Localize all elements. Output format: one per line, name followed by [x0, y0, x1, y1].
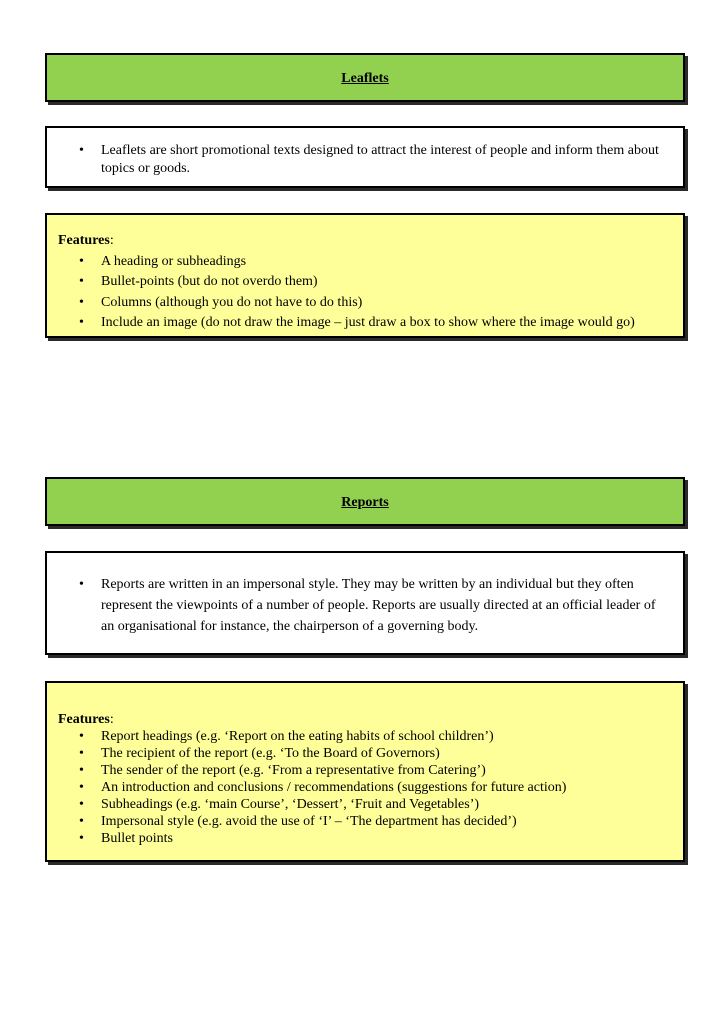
reports-intro-list — [47, 574, 683, 637]
feature-text: Include an image (do not draw the image – just draw a box to show where the image would go) — [101, 315, 635, 330]
leaflets-features-heading — [58, 231, 683, 252]
bullet-icon: • — [79, 746, 84, 761]
feature-text: Impersonal style (e.g. avoid the use of ‘I’ – ‘The department has decided’) — [101, 814, 517, 829]
list-item — [47, 252, 683, 273]
leaflets-intro-box — [45, 126, 685, 188]
list-item — [47, 272, 683, 293]
bullet-icon: • — [79, 763, 84, 778]
bullet-icon: • — [79, 797, 84, 812]
leaflets-features-list — [47, 252, 683, 334]
bullet-icon: • — [79, 814, 84, 829]
leaflets-intro-list — [47, 142, 683, 178]
reports-features-box — [45, 681, 685, 862]
feature-text: Report headings (e.g. ‘Report on the eating habits of school children’) — [101, 729, 494, 744]
list-item — [47, 796, 683, 813]
bullet-icon: • — [79, 294, 84, 310]
feature-text: Columns (although you do not have to do this) — [101, 294, 363, 310]
bullet-icon: • — [79, 274, 84, 289]
list-item — [47, 745, 683, 762]
features-label: Features — [58, 712, 110, 727]
reports-heading: Reports — [341, 495, 389, 510]
list-item — [47, 779, 683, 796]
list-item — [47, 293, 683, 314]
bullet-icon: • — [79, 780, 84, 795]
bullet-icon: • — [79, 831, 84, 846]
feature-text: A heading or subheadings — [101, 253, 247, 269]
bullet-icon: • — [79, 253, 84, 269]
reports-features-heading — [58, 711, 683, 728]
feature-text: Bullet-points (but do not overdo them) — [101, 274, 318, 289]
feature-text: The sender of the report (e.g. ‘From a representative from Catering’) — [101, 763, 486, 778]
reports-intro-box — [45, 551, 685, 655]
feature-text: Subheadings (e.g. ‘main Course’, ‘Dessert’, ‘Fruit and Vegetables’) — [101, 797, 480, 812]
bullet-icon: • — [79, 315, 84, 330]
feature-text: Bullet points — [101, 831, 173, 846]
features-colon: : — [109, 233, 114, 248]
list-item — [47, 830, 683, 847]
features-label: Features — [58, 233, 110, 248]
list-item — [47, 574, 683, 637]
bullet-icon: • — [79, 729, 84, 744]
reports-heading-box — [45, 477, 685, 526]
reports-intro-text: Reports are written in an impersonal style. They may be written by an individual but they often represent the viewpoints of a number of people. Reports are usually directed at an official leader of an organisational for instance, the chairperson of a governing body. — [101, 577, 656, 634]
list-item — [47, 313, 683, 334]
feature-text: An introduction and conclusions / recommendations (suggestions for future action) — [101, 780, 567, 795]
list-item — [47, 762, 683, 779]
leaflets-heading: Leaflets — [341, 71, 389, 86]
leaflets-features-box — [45, 213, 685, 338]
list-item — [47, 813, 683, 830]
bullet-icon: • — [79, 577, 84, 592]
features-colon: : — [109, 712, 114, 727]
list-item — [47, 728, 683, 745]
leaflets-intro-text: Leaflets are short promotional texts designed to attract the interest of people and inform them about topics or goods. — [101, 143, 659, 176]
feature-text: The recipient of the report (e.g. ‘To the Board of Governors) — [101, 746, 440, 761]
list-item — [47, 142, 683, 178]
reports-features-list — [47, 728, 683, 847]
bullet-icon: • — [79, 143, 84, 158]
leaflets-heading-box — [45, 53, 685, 102]
